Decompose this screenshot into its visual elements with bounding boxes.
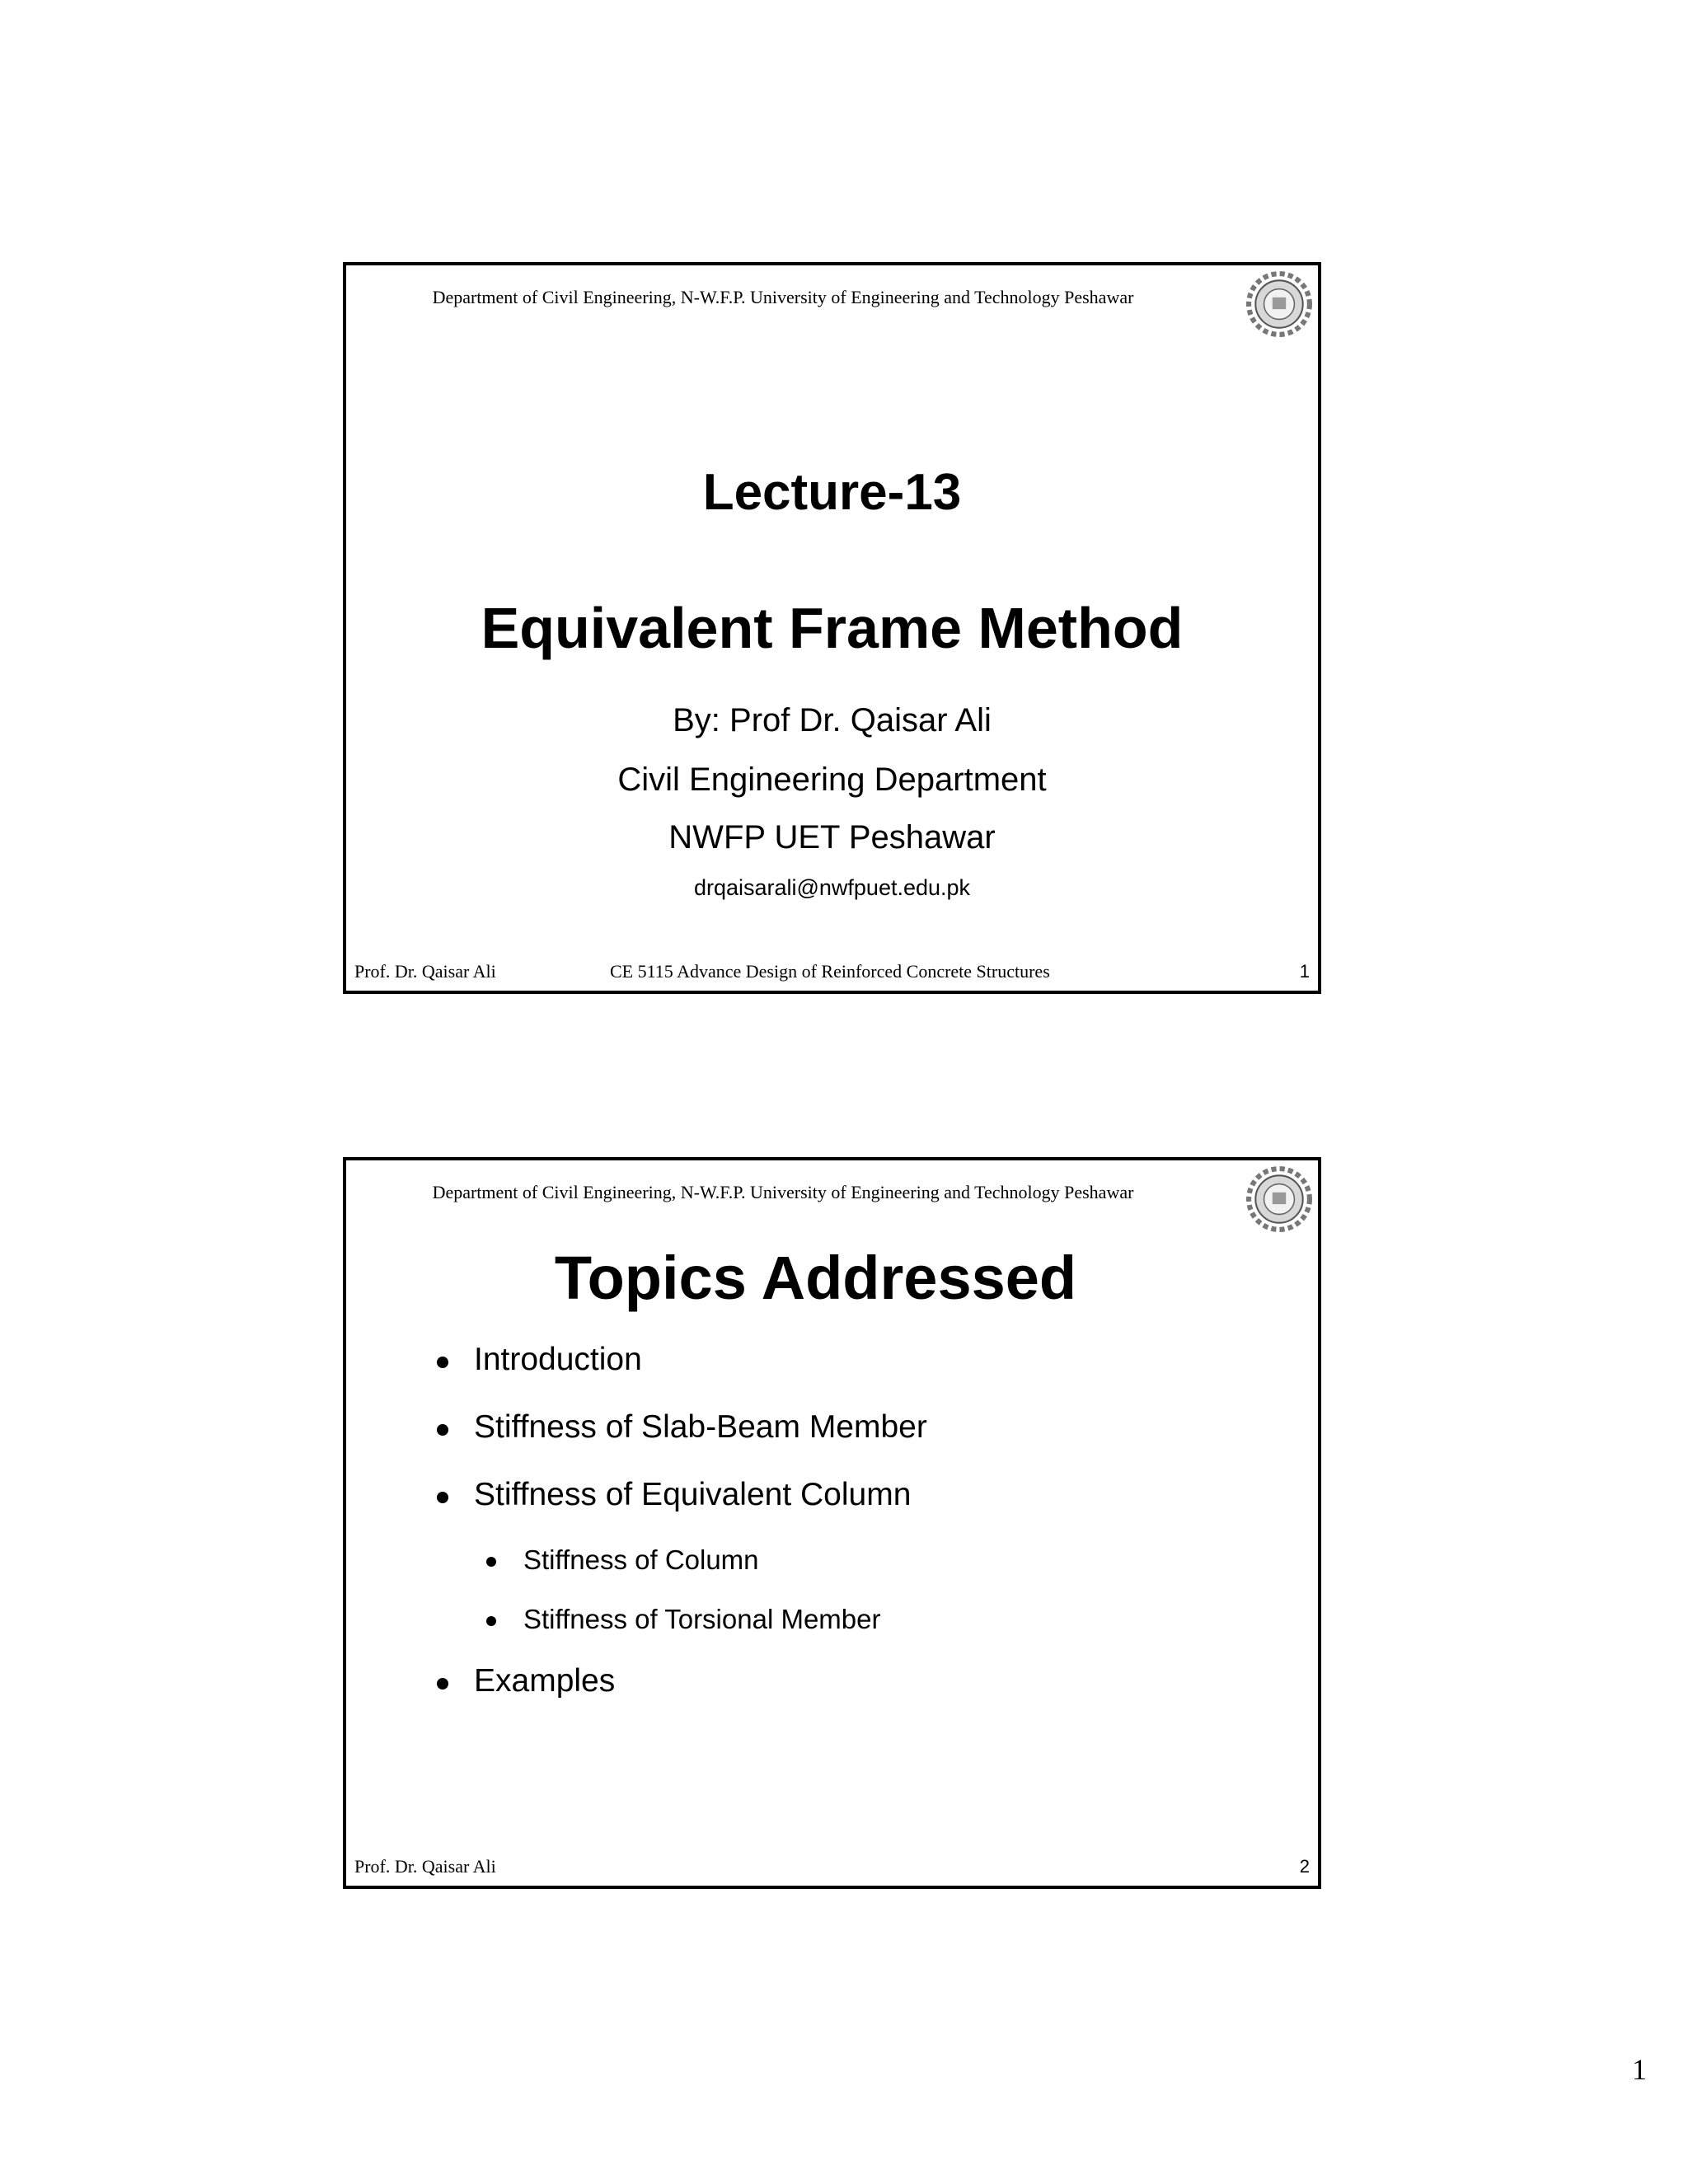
slide-number: 1 bbox=[1299, 961, 1310, 982]
lecture-number: Lecture-13 bbox=[702, 464, 962, 521]
university-logo-icon bbox=[1245, 270, 1313, 338]
footer-author: Prof. Dr. Qaisar Ali bbox=[354, 1856, 496, 1877]
email-line: drqaisarali@nwfpuet.edu.pk bbox=[693, 875, 971, 900]
department-line: Civil Engineering Department bbox=[617, 762, 1047, 798]
slide-1 bbox=[343, 262, 1321, 994]
list-subitem: Stiffness of Column bbox=[486, 1544, 927, 1576]
institution-line: NWFP UET Peshawar bbox=[668, 819, 996, 855]
list-item: Examples bbox=[437, 1663, 927, 1699]
slide-number: 2 bbox=[1299, 1856, 1310, 1877]
footer-course: CE 5115 Advance Design of Reinforced Concrete Structures bbox=[610, 961, 1050, 982]
page-number: 1 bbox=[1632, 2053, 1647, 2086]
lecture-title: Equivalent Frame Method bbox=[481, 596, 1184, 660]
topics-list bbox=[437, 1342, 927, 1731]
university-logo-icon bbox=[1245, 1165, 1313, 1233]
list-item: Stiffness of Slab-Beam Member bbox=[437, 1409, 927, 1446]
list-item: Introduction bbox=[437, 1342, 927, 1378]
footer-author: Prof. Dr. Qaisar Ali bbox=[354, 961, 496, 982]
slide-header: Department of Civil Engineering, N-W.F.P. University of Engineering and Technology Peshawar bbox=[432, 287, 1134, 307]
list-item: Stiffness of Equivalent Column bbox=[437, 1477, 927, 1513]
topics-title: Topics Addressed bbox=[554, 1244, 1077, 1312]
list-subitem: Stiffness of Torsional Member bbox=[486, 1604, 927, 1635]
author-line: By: Prof Dr. Qaisar Ali bbox=[673, 702, 992, 738]
slide-header: Department of Civil Engineering, N-W.F.P. University of Engineering and Technology Peshawar bbox=[432, 1182, 1134, 1202]
slide-2 bbox=[343, 1157, 1321, 1889]
